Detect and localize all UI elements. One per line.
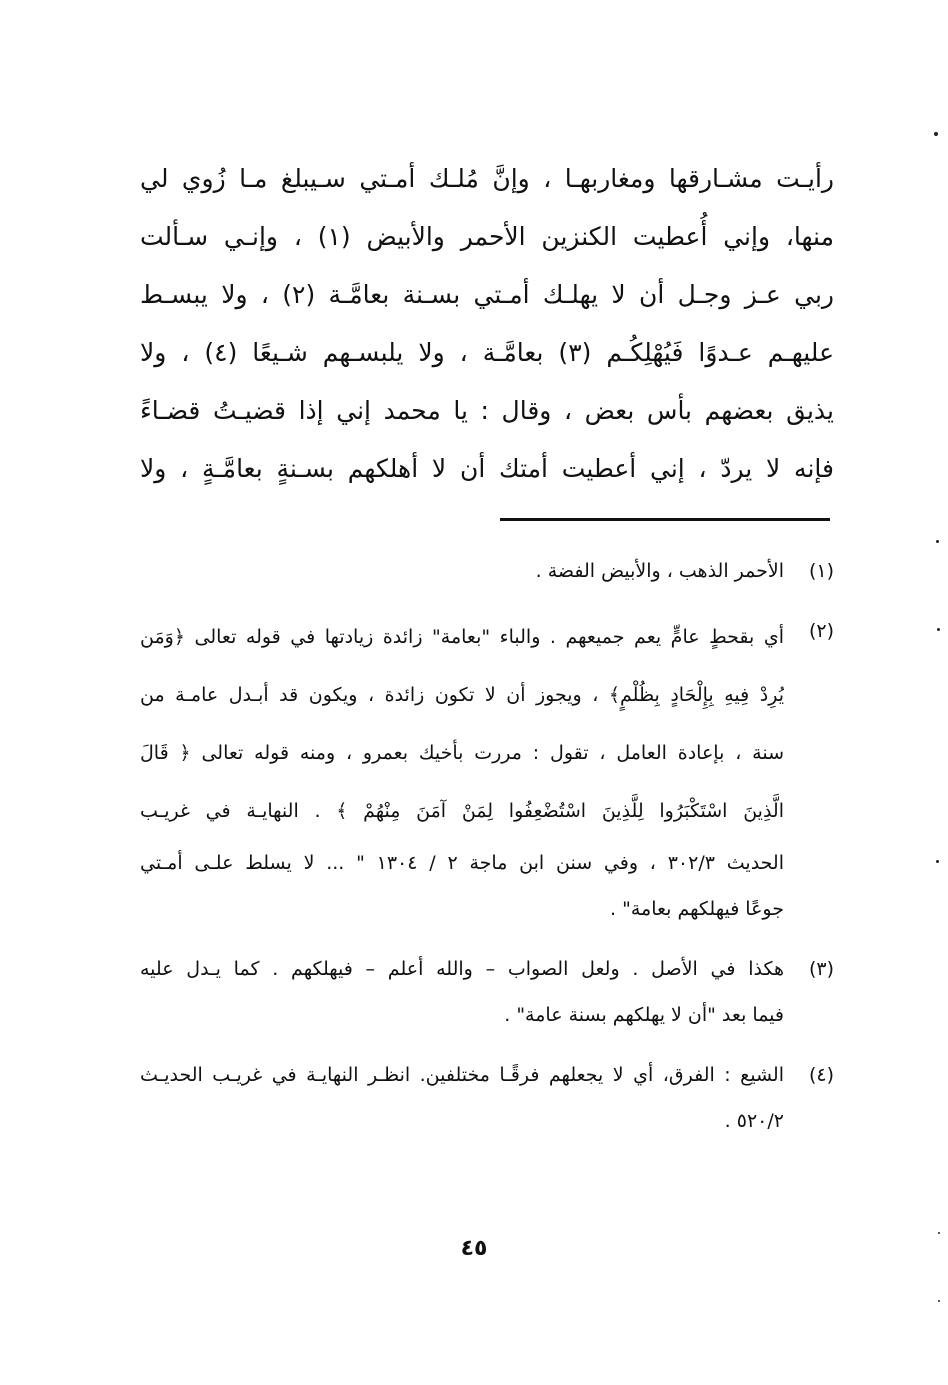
footnote-line: أي بقحطٍ عامٍّ يعم جميعهم . والباء "بعامة" زائدة زيادتها في قوله تعالى ﴿وَمَن — [140, 626, 784, 648]
main-text-line: فإنه لا يردّ ، إني أعطيت أمتك أن لا أهلكهم بسـنةٍ بعامَّـةٍ ، ولا — [140, 454, 834, 483]
footnote-number: (١) — [808, 560, 834, 582]
main-text-line: رأيـت مشـارقها ومغاربهـا ، وإنَّ مُلـك أمـتي سـيبلغ مـا زُوي لي — [140, 164, 834, 193]
main-text — [140, 150, 834, 498]
scan-speck — [936, 860, 939, 863]
scan-speck — [938, 1300, 940, 1302]
footnote-4 — [140, 1052, 834, 1144]
footnote-line: هكذا في الأصل . ولعل الصواب – والله أعلم – فيهلكهم . كما يـدل عليه — [140, 958, 784, 980]
footnote-number: (٢) — [808, 620, 834, 642]
footnote-line: يُرِدْ فِيهِ بِإِلْحَادٍ بِظُلْمٍ﴾ ، ويجوز أن لا تكون زائدة ، ويكون قد أبـدل عامـة من — [140, 684, 784, 706]
scan-speck — [937, 628, 940, 631]
scan-speck — [936, 540, 939, 543]
scan-speck — [938, 1232, 940, 1234]
footnote-line: الَّذِينَ اسْتَكْبَرُوا لِلَّذِينَ اسْتُضْعِفُوا لِمَنْ آمَنَ مِنْهُمْ ﴾ . النهايـة في غريـب — [140, 800, 784, 822]
footnote-1 — [140, 548, 834, 594]
main-text-line: منها، وإني أُعطيت الكنزين الأحمر والأبيض (١) ، وإنـي سـألت — [140, 222, 834, 251]
footnote-2 — [140, 608, 834, 932]
footnote-line: فيما بعد "أن لا يهلكهم بسنة عامة" . — [504, 1004, 784, 1026]
footnote-line: ٥٢٠/٢ . — [724, 1110, 784, 1132]
main-text-line: عليهـم عـدوًا فَيُهْلِكُـم (٣) بعامَّـة ، ولا يلبسـهم شـيعًا (٤) ، ولا — [140, 338, 834, 367]
footnote-number: (٣) — [808, 958, 834, 980]
footnote-separator — [500, 518, 830, 521]
main-text-line: ربي عـز وجـل أن لا يهلـك أمـتي بسـنة بعامَّـة (٢) ، ولا يبسـط — [140, 280, 834, 309]
footnote-line: الحديث ٣٠٢/٣ ، وفي سنن ابن ماجة ٢ / ١٣٠٤ " ... لا يسلط علـى أمـتي — [140, 852, 784, 874]
footnote-line: الشيع : الفرق، أي لا يجعلهم فرقًـا مختلفين. انظـر النهايـة في غريـب الحديـث — [140, 1064, 784, 1086]
footnote-line: سنة ، بإعادة العامل ، تقول : مررت بأخيك بعمرو ، ومنه قوله تعالى ﴿ قَالَ — [140, 742, 784, 764]
footnote-number: (٤) — [808, 1064, 834, 1086]
footnote-line: الأحمر الذهب ، والأبيض الفضة . — [535, 560, 784, 582]
footnotes — [140, 548, 834, 1158]
page-number: ٤٥ — [460, 1236, 488, 1261]
main-text-line: يذيق بعضهم بأس بعض ، وقال : يا محمد إني إذا قضيـتُ قضـاءً — [140, 396, 834, 425]
footnote-line: جوعًا فيهلكهم بعامة" . — [610, 898, 784, 920]
footnote-3 — [140, 946, 834, 1038]
scan-speck — [934, 132, 938, 136]
